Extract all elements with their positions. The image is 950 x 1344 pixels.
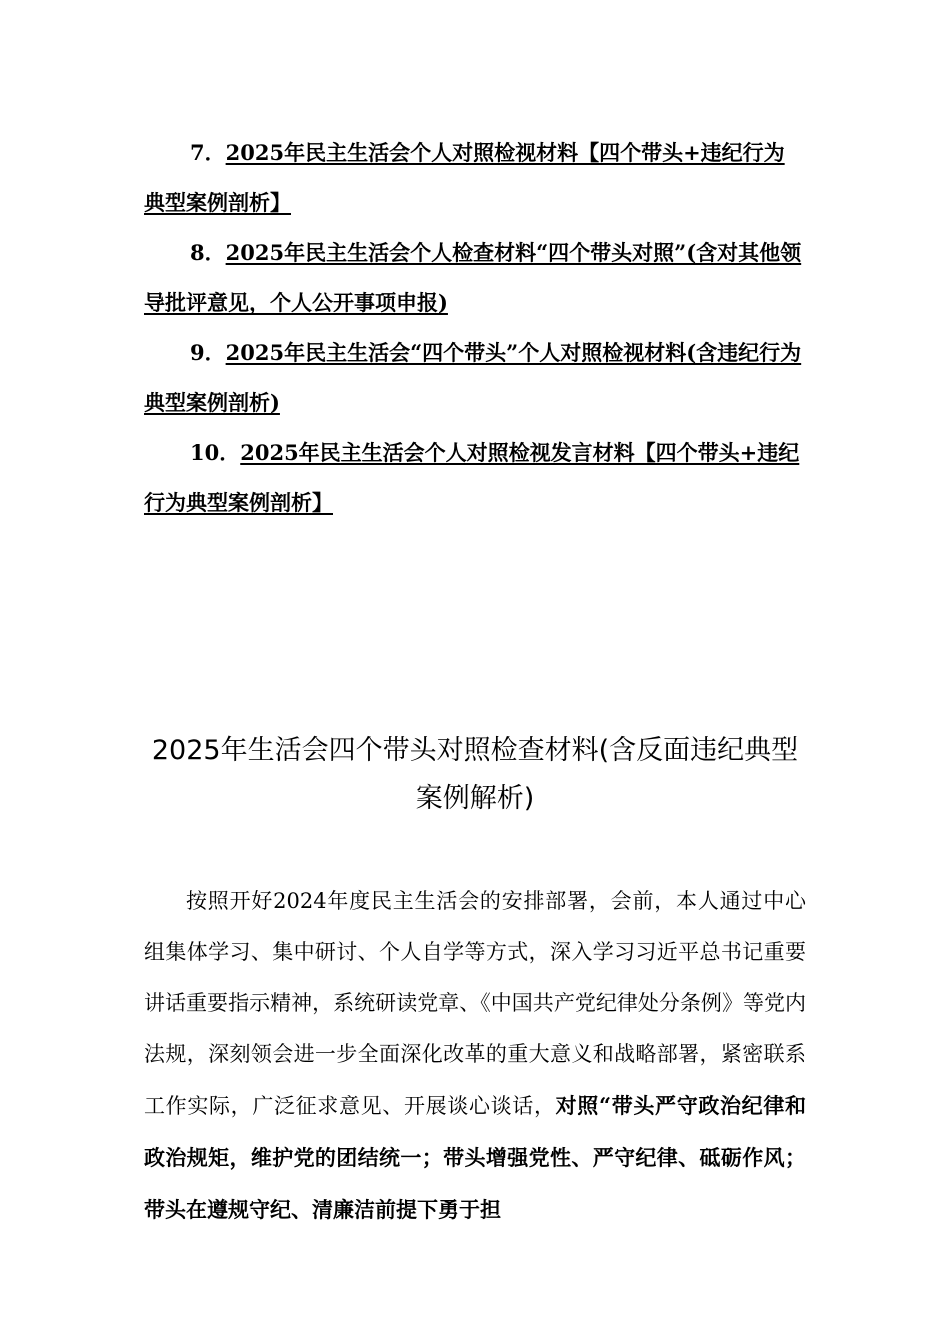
toc-item-7 <box>144 128 804 228</box>
toc-item-number: 10． <box>190 440 241 465</box>
body-paragraph-bold: 对照“带头严守政治纪律和政治规矩，维护党的团结统一；带头增强党性、严守纪律、砥砺作风；带头在遵规守纪、清廉洁前提下勇于担 <box>144 1093 807 1222</box>
toc-item-number: 8． <box>190 240 226 265</box>
document-title: 2025年生活会四个带头对照检查材料(含反面违纪典型案例解析) <box>151 735 799 814</box>
toc-item-10 <box>144 428 804 528</box>
toc-item-9 <box>144 328 804 428</box>
toc-item-link[interactable]: 2025年民主生活会个人对照检视材料【四个带头+违纪行为典型案例剖析】 <box>144 140 785 215</box>
toc-item-link[interactable]: 2025年民主生活会“四个带头”个人对照检视材料(含违纪行为典型案例剖析) <box>144 340 802 415</box>
body-paragraph-plain: 按照开好2024年度民主生活会的安排部署，会前，本人通过中心组集体学习、集中研讨、个人自学等方式，深入学习习近平总书记重要讲话重要指示精神，系统研读党章、《中国共产党纪律处分条例》等党内法规，深刻领会进一步全面深化改革的重大意义和战略部署，紧密联系工作实际，广泛征求意见、开展谈心谈话， <box>144 889 806 1118</box>
toc-item-number: 7． <box>190 140 226 165</box>
body-paragraph <box>144 876 806 1236</box>
toc-item-link[interactable]: 2025年民主生活会个人对照检视发言材料【四个带头+违纪行为典型案例剖析】 <box>144 440 800 515</box>
toc-item-link[interactable]: 2025年民主生活会个人检查材料“四个带头对照”(含对其他领导批评意见，个人公开事项申报) <box>144 240 802 315</box>
toc-item-number: 9． <box>190 340 226 365</box>
table-of-contents <box>144 128 804 528</box>
toc-item-8 <box>144 228 804 328</box>
